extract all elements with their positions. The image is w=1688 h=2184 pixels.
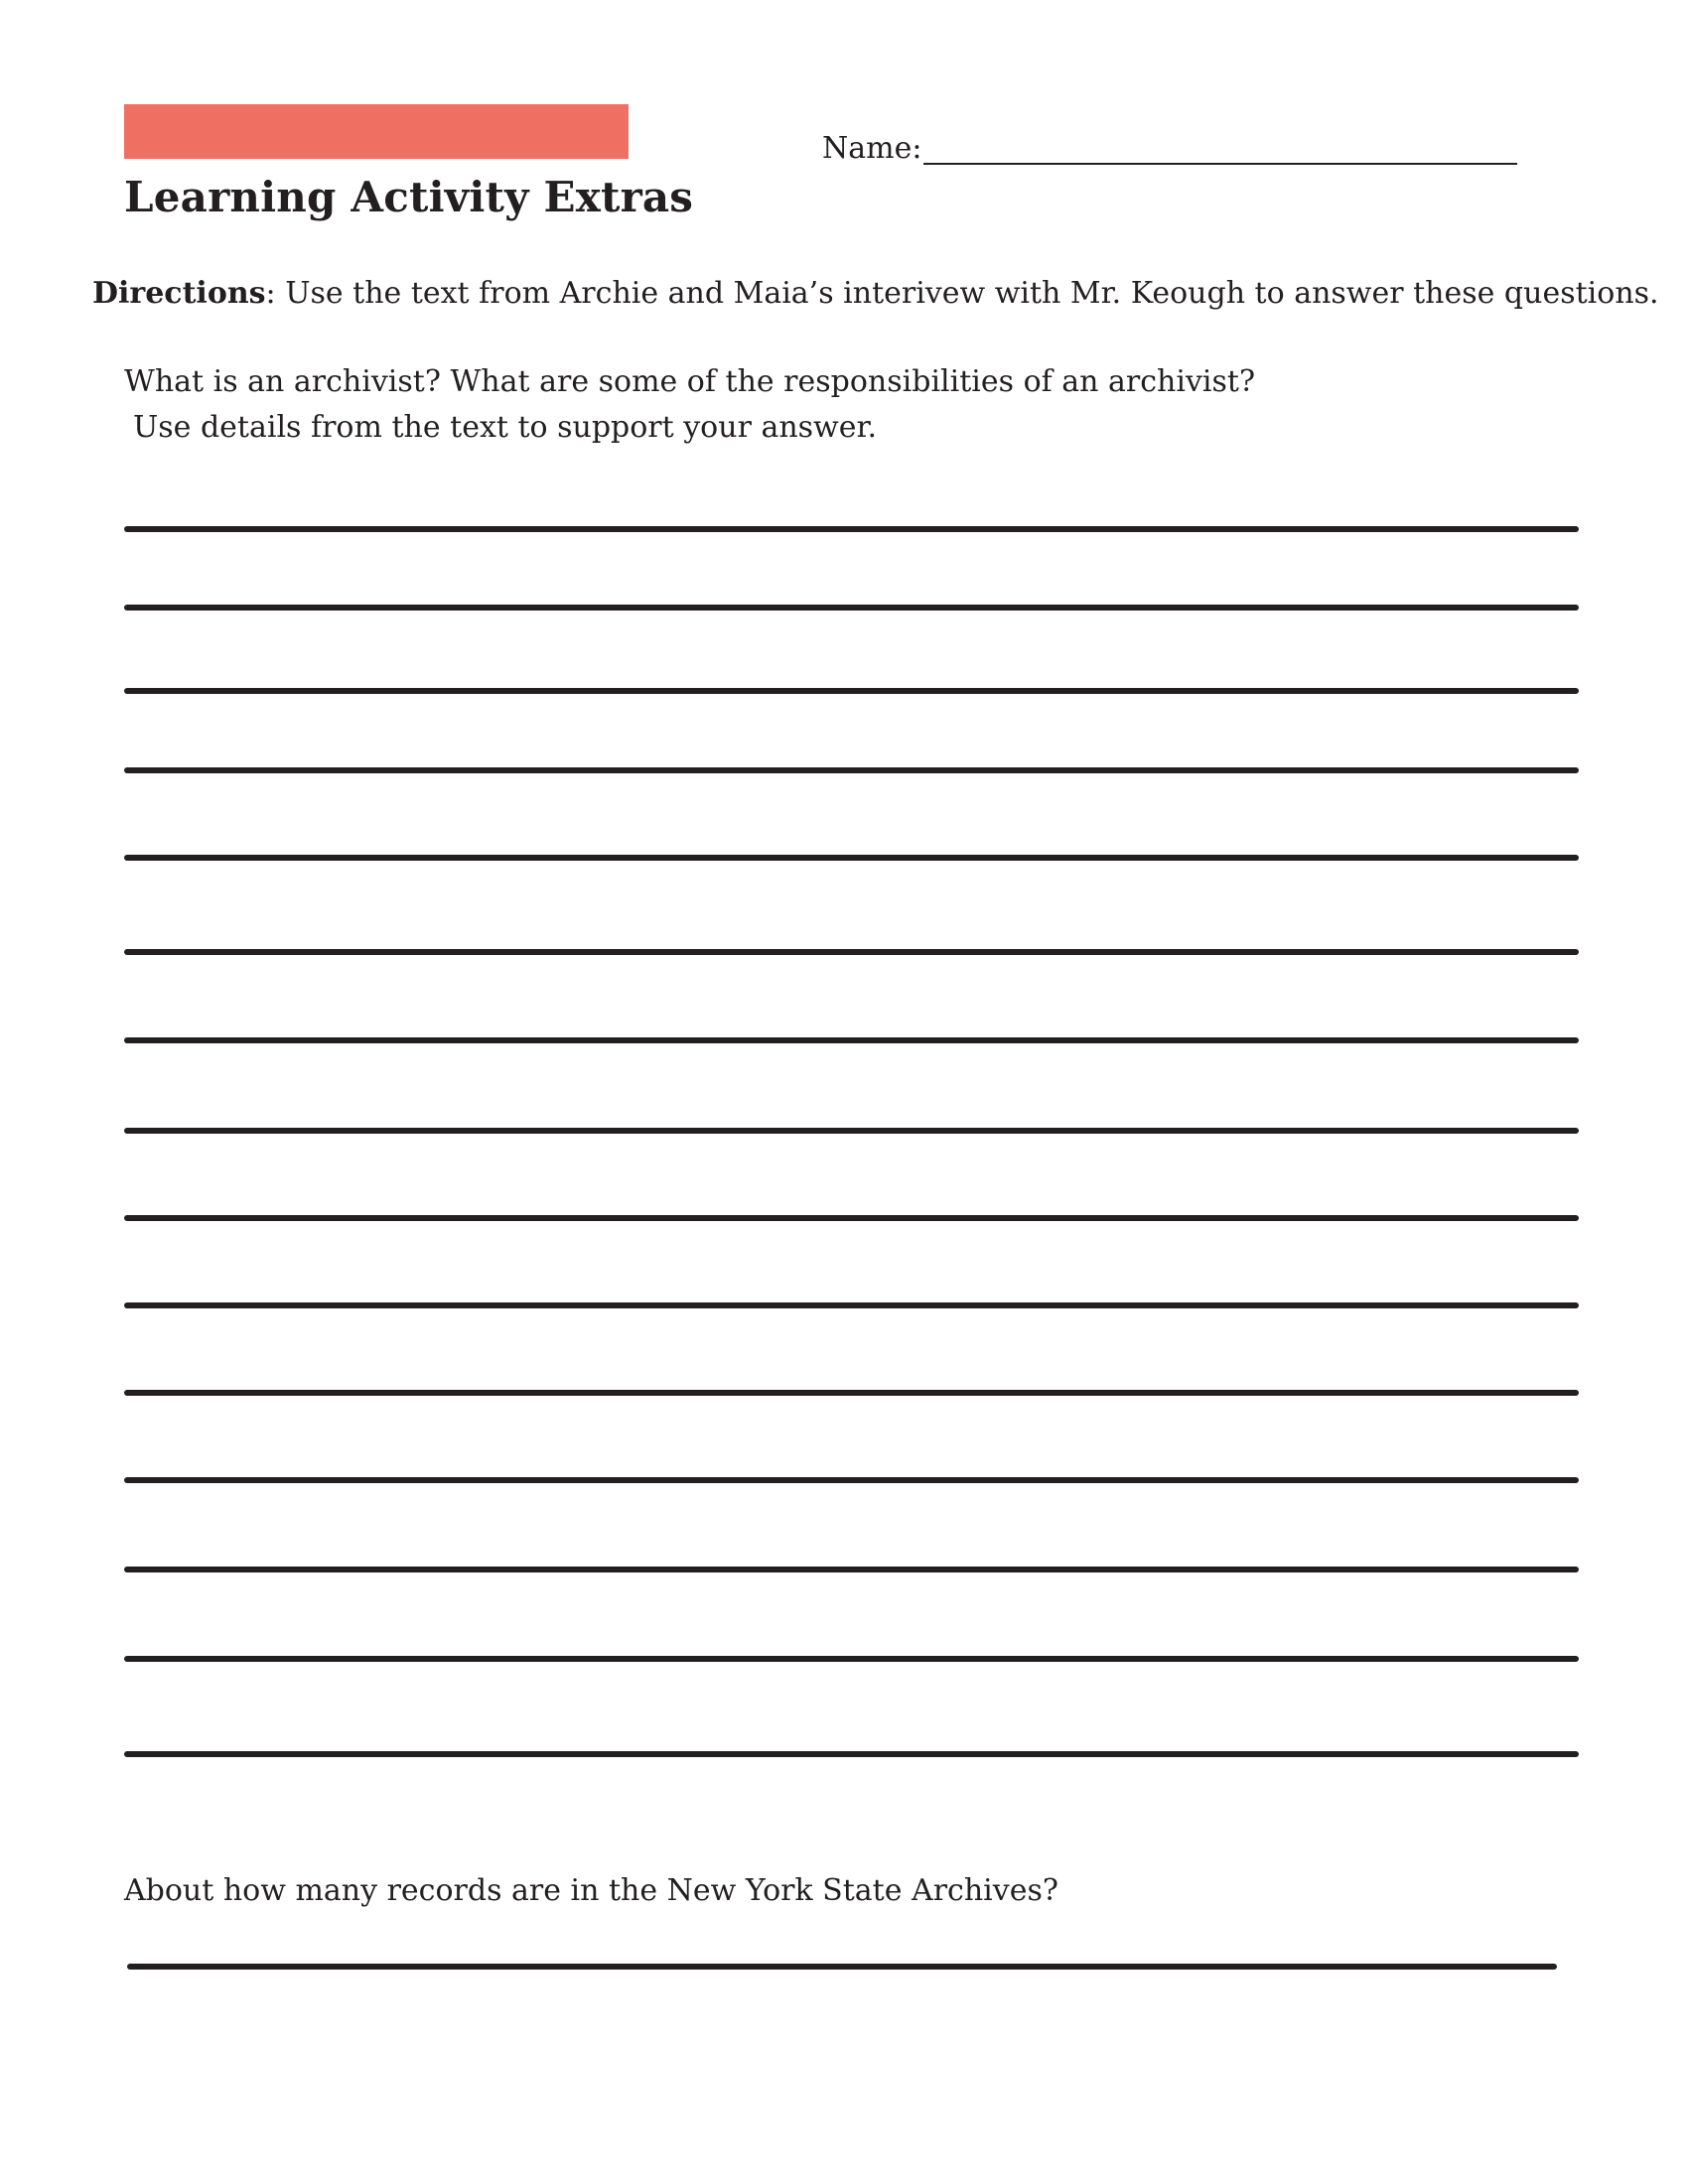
answer-line[interactable] — [124, 1477, 1579, 1483]
answer-line[interactable] — [124, 1128, 1579, 1134]
question-1-line-2: Use details from the text to support your answer. — [133, 410, 878, 445]
answer-line[interactable] — [124, 1656, 1579, 1662]
answer-line[interactable] — [124, 855, 1579, 861]
answer-line[interactable] — [124, 526, 1579, 532]
name-blank-line[interactable] — [923, 163, 1517, 165]
answer-line[interactable] — [124, 949, 1579, 955]
directions-label: Directions — [92, 276, 266, 311]
directions — [92, 274, 1659, 314]
question-1-line-1: What is an archivist? What are some of the responsibilities of an archivist? — [124, 364, 1256, 399]
answer-line[interactable] — [124, 1037, 1579, 1043]
answer-line[interactable] — [124, 605, 1579, 611]
answer-line[interactable] — [124, 1751, 1579, 1757]
answer-line[interactable] — [124, 1390, 1579, 1396]
directions-text: : Use the text from Archie and Maia’s interivew with Mr. Keough to answer these questions. — [265, 276, 1659, 311]
name-field — [822, 127, 1517, 171]
answer-line[interactable] — [127, 1964, 1557, 1970]
answer-line[interactable] — [124, 1302, 1579, 1308]
worksheet-title: Learning Activity Extras — [124, 173, 694, 221]
accent-bar — [124, 104, 629, 159]
name-label: Name: — [822, 131, 922, 166]
answer-line[interactable] — [124, 688, 1579, 694]
answer-line[interactable] — [124, 1567, 1579, 1572]
answer-line[interactable] — [124, 767, 1579, 773]
question-2: About how many records are in the New York State Archives? — [124, 1873, 1058, 1908]
answer-line[interactable] — [124, 1215, 1579, 1221]
